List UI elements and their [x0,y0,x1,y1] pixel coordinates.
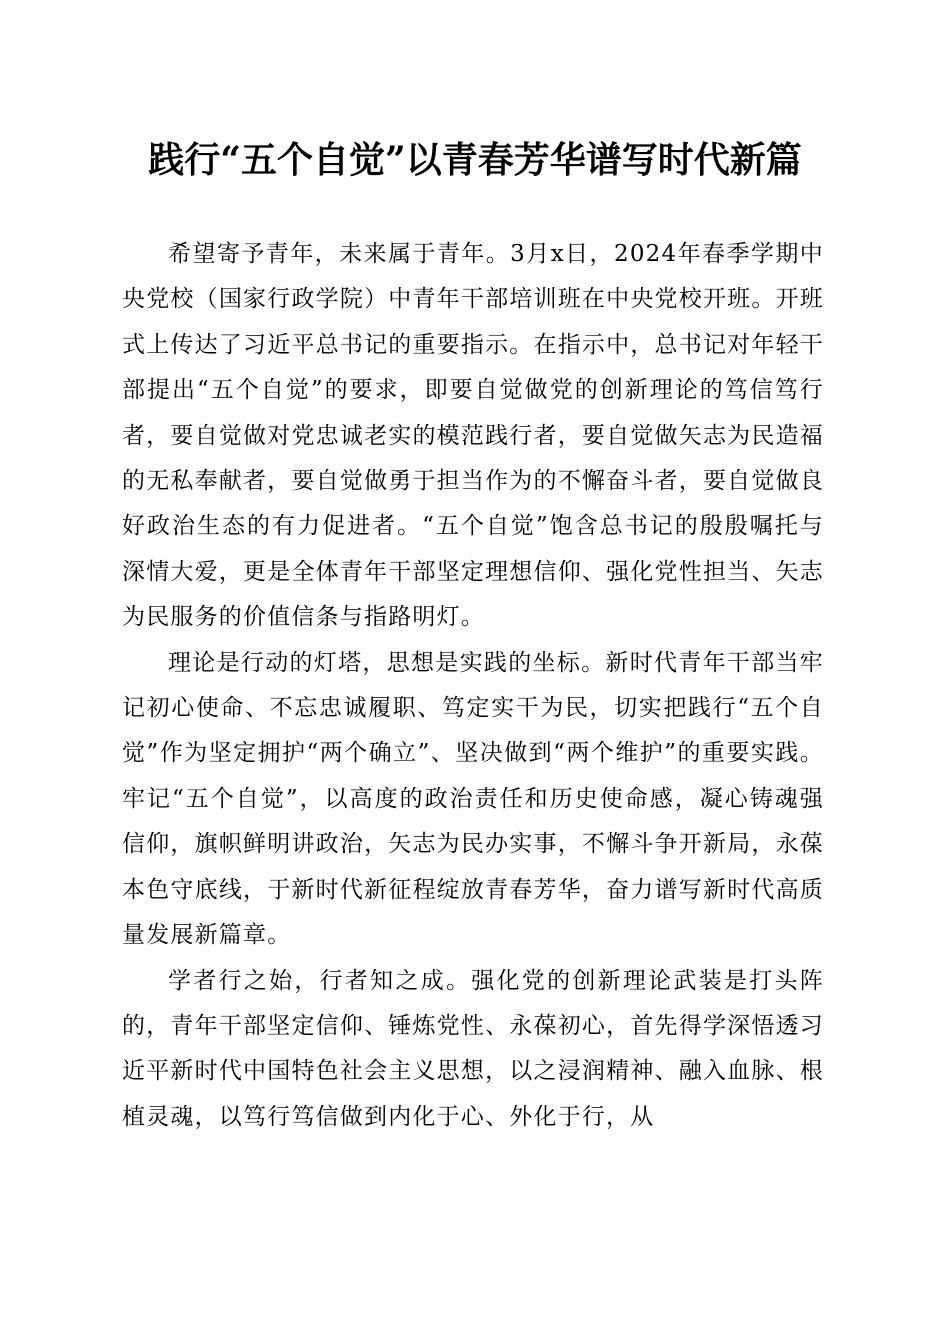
paragraph-1: 希望寄予青年，未来属于青年。3月x日，2024年春季学期中央党校（国家行政学院）中青年干部培训班在中央党校开班。开班式上传达了习近平总书记的重要指示。在指示中，总书记对年轻干部提出“五个自觉”的要求，即要自觉做党的创新理论的笃信笃行者，要自觉做对党忠诚老实的模范践行者，要自觉做矢志为民造福的无私奉献者，要自觉做勇于担当作为的不懈奋斗者，要自觉做良好政治生态的有力促进者。“五个自觉”饱含总书记的殷殷嘱托与深情大爱，更是全体青年干部坚定理想信仰、强化党性担当、矢志为民服务的价值信条与指路明灯。 [122,241,824,631]
document-body [122,232,824,1140]
paragraph-2: 理论是行动的灯塔，思想是实践的坐标。新时代青年干部当牢记初心使命、不忘忠诚履职、笃定实干为民，切实把践行“五个自觉”作为坚定拥护“两个确立”、坚决做到“两个维护”的重要实践。牢记“五个自觉”，以高度的政治责任和历史使命感，凝心铸魂强信仰，旗帜鲜明讲政治，矢志为民办实事，不懈斗争开新局，永葆本色守底线，于新时代新征程绽放青春芳华，奋力谱写新时代高质量发展新篇章。 [122,649,824,949]
document-title: 践行“五个自觉”以青春芳华谱写时代新篇 [148,139,802,181]
paragraph-3: 学者行之始，行者知之成。强化党的创新理论武装是打头阵的，青年干部坚定信仰、锤炼党性、永葆初心，首先得学深悟透习近平新时代中国特色社会主义思想，以之浸润精神、融入血脉、根植灵魂，以笃行笃信做到内化于心、外化于行，从 [122,967,824,1130]
